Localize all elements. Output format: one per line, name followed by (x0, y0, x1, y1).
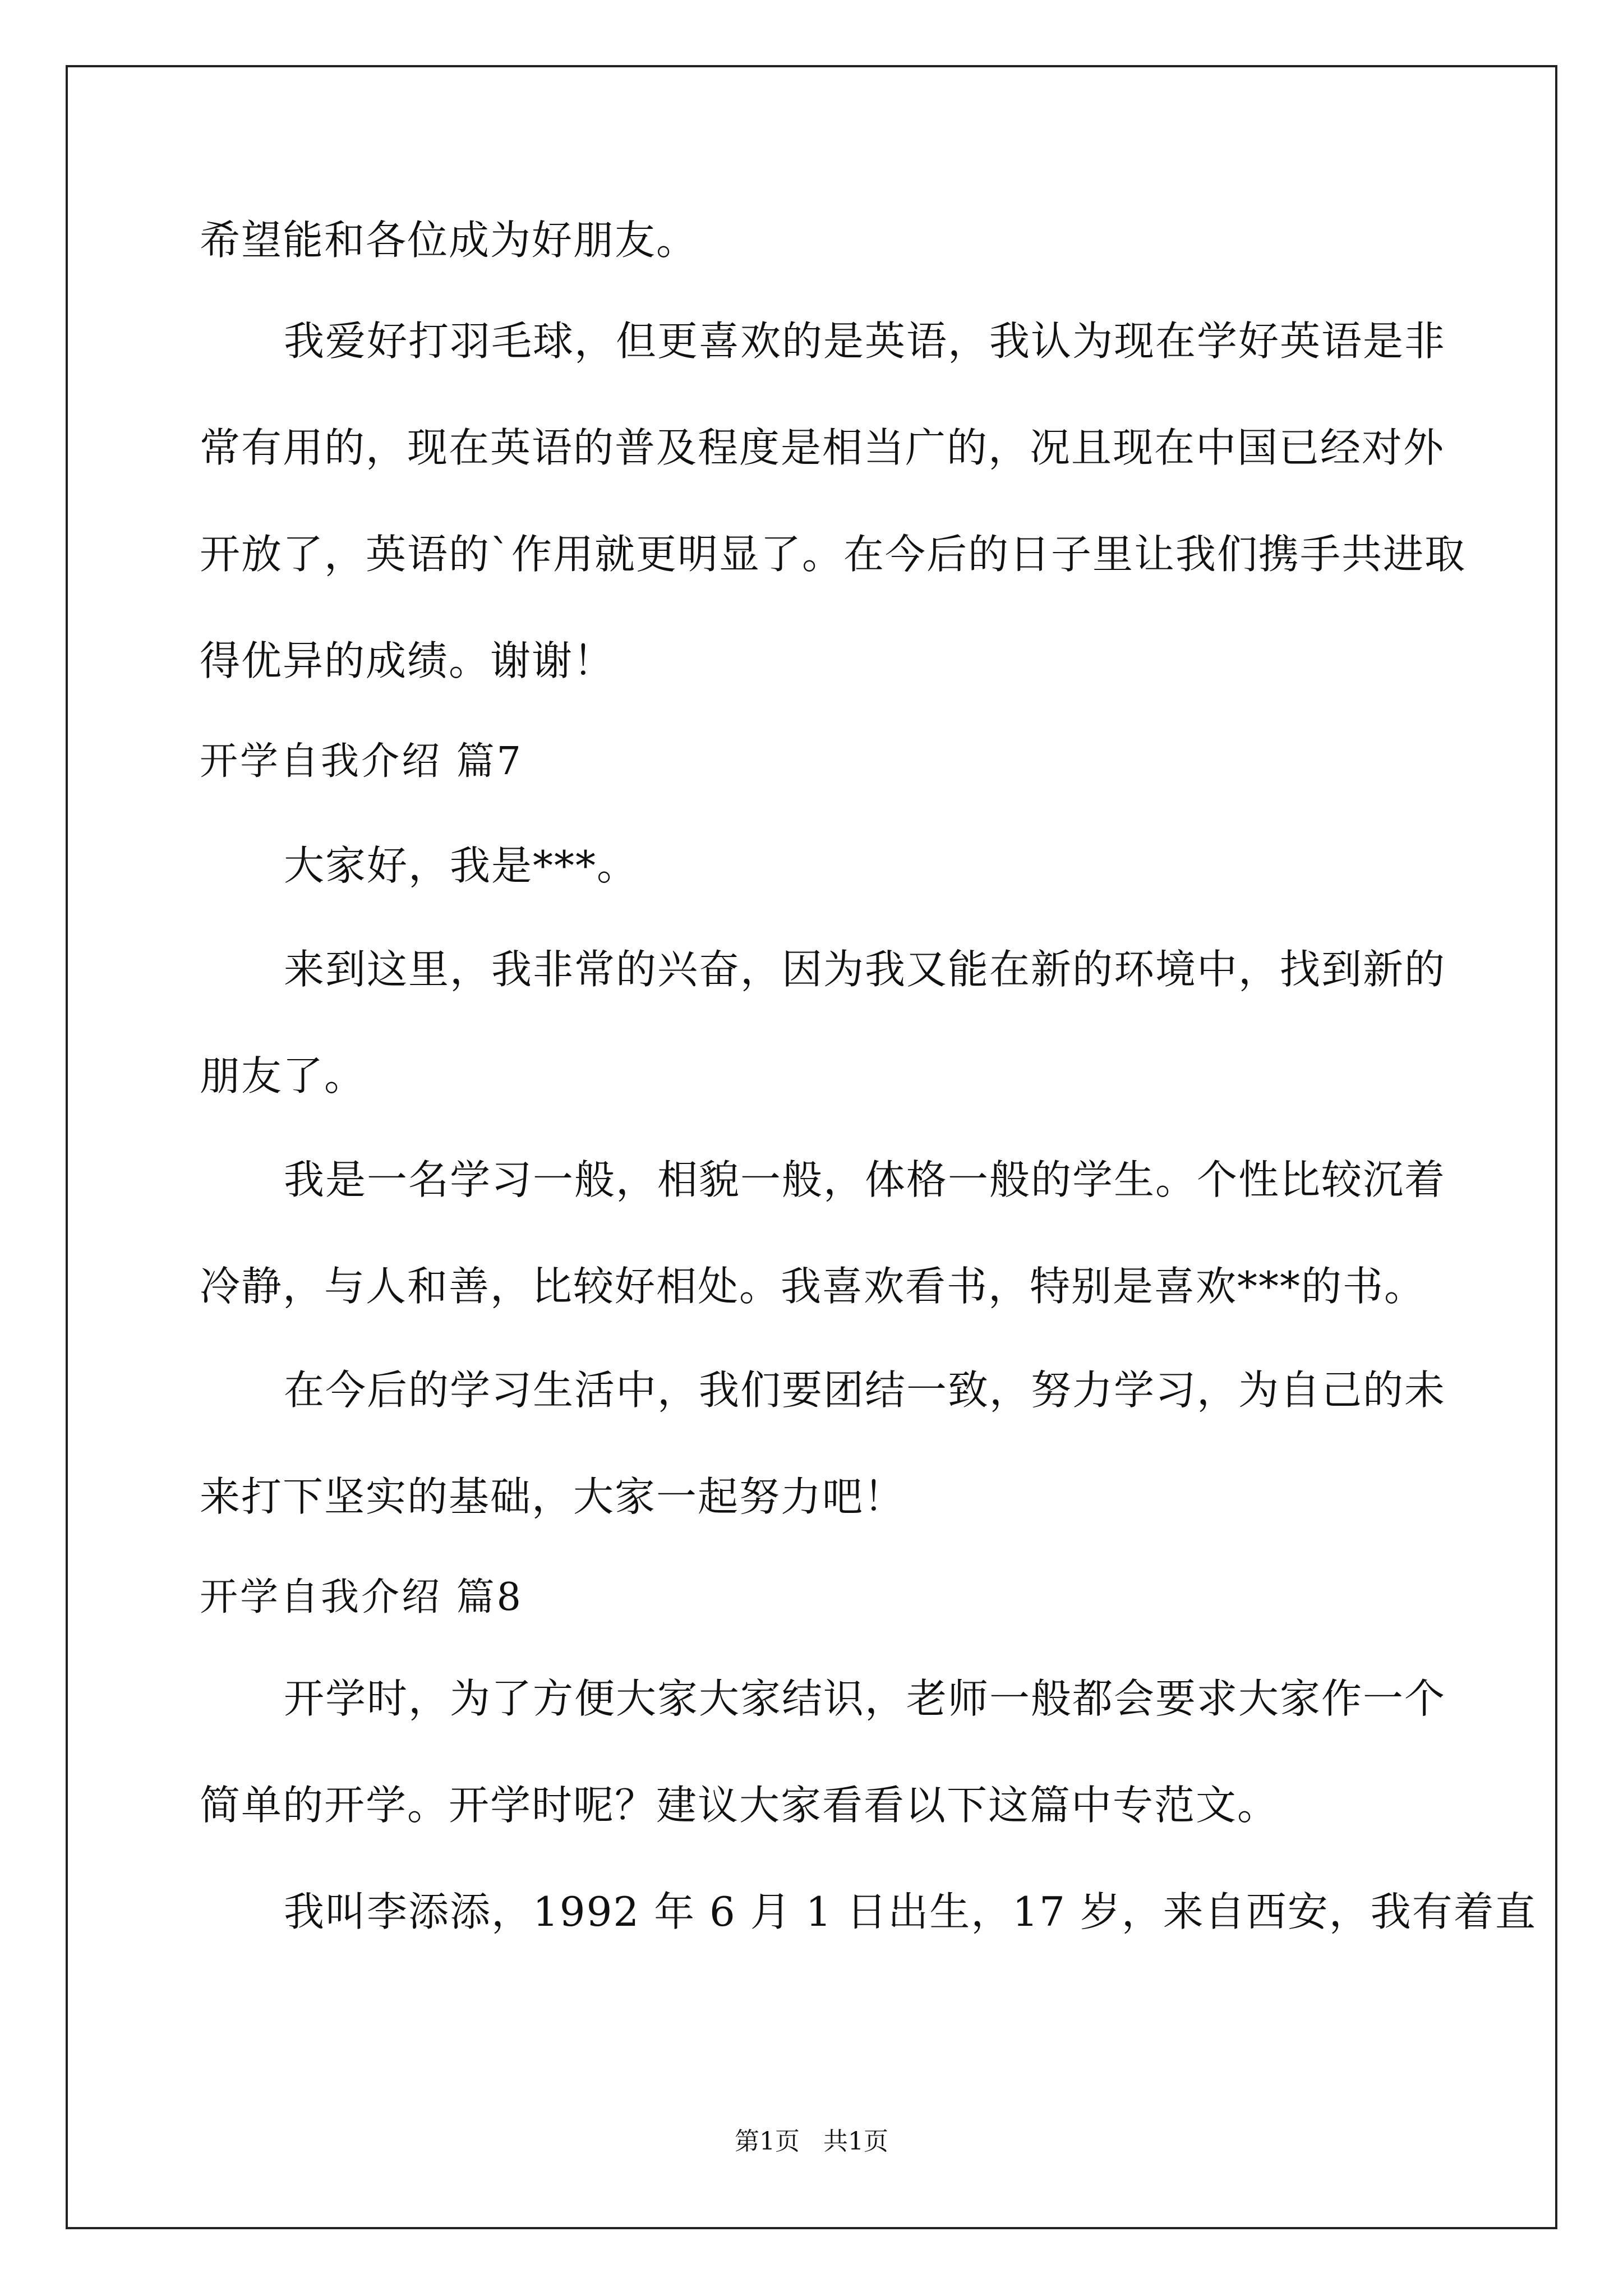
text-line: 常有用的，现在英语的普及程度是相当广的，况且现在中国已经对外 (200, 424, 1445, 471)
text-line: 希望能和各位成为好朋友。 (200, 217, 698, 264)
page-footer: 第1页 共1页 (735, 2127, 888, 2156)
text-line: 在今后的学习生活中，我们要团结一致，努力学习，为自己的未 (284, 1366, 1446, 1414)
text-line: 得优异的成绩。谢谢！ (200, 637, 615, 684)
text-line: 来打下坚实的基础，大家一起努力吧！ (200, 1473, 906, 1520)
text-line: 简单的开学。开学时呢？建议大家看看以下这篇中专范文。 (200, 1782, 1279, 1829)
text-line: 开学时，为了方便大家大家结识，老师一般都会要求大家作一个 (284, 1675, 1446, 1722)
text-line: 我爱好打羽毛球，但更喜欢的是英语，我认为现在学好英语是非 (284, 318, 1446, 365)
text-line: 大家好，我是***。 (284, 842, 639, 889)
text-line: 开放了，英语的`作用就更明显了。在今后的日子里让我们携手共进取 (200, 531, 1467, 578)
text-line: 朋友了。 (200, 1052, 366, 1099)
text-line: 来到这里，我非常的兴奋，因为我又能在新的环境中，找到新的 (284, 946, 1446, 993)
section-heading: 开学自我介绍 篇7 (200, 739, 523, 784)
text-line: 我是一名学习一般，相貌一般，体格一般的学生。个性比较沉着 (284, 1156, 1446, 1203)
text-line: 我叫李添添，1992 年 6 月 1 日出生，17 岁，来自西安，我有着直 (284, 1888, 1537, 1935)
text-line: 冷静，与人和善，比较好相处。我喜欢看书，特别是喜欢***的书。 (200, 1263, 1426, 1310)
section-heading: 开学自我介绍 篇8 (200, 1575, 523, 1619)
